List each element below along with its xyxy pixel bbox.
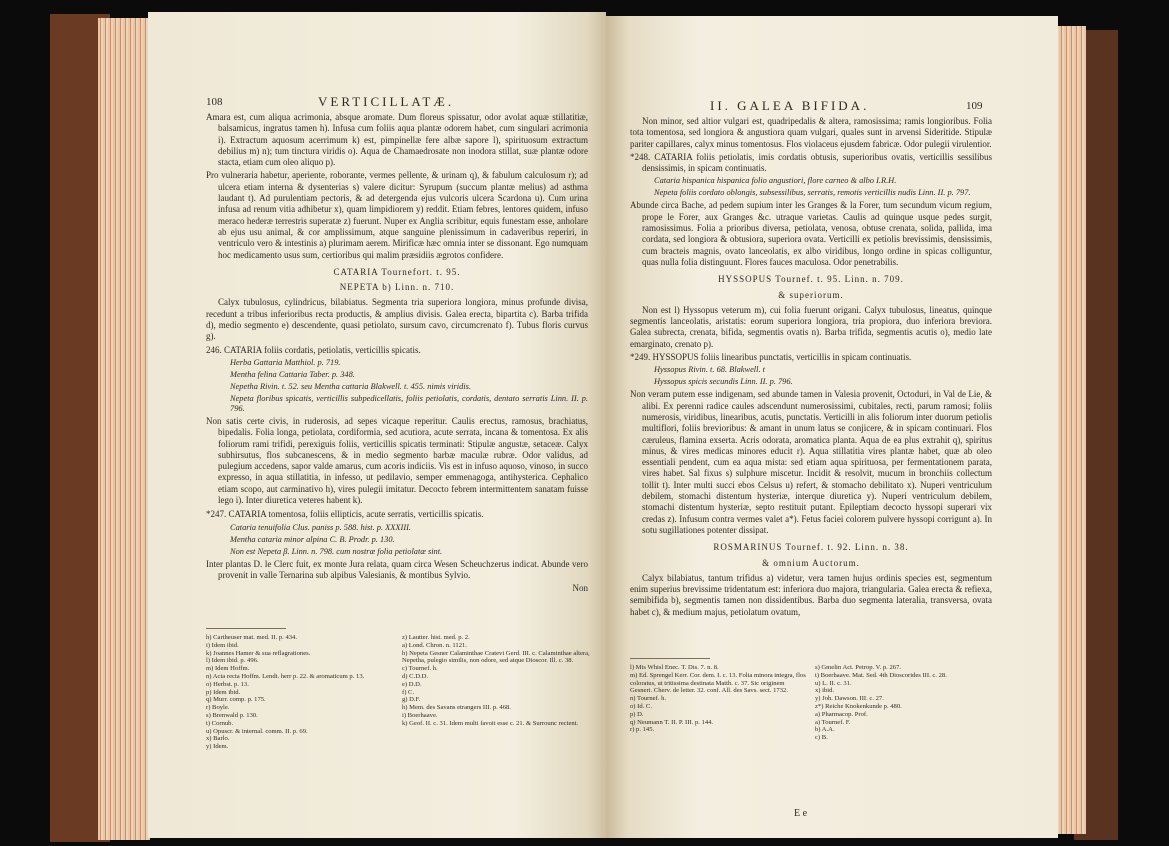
footnote-rule <box>630 658 710 659</box>
footnote: t) Boerhaave. Mat. Sed. 4th Dioscorides III. c. 28. <box>815 671 947 679</box>
paragraph-uses: Pro vulneraria habetur, aperiente, roborante, vermes pellente, & urinam q), & fabulum calculosum r); ad ulcera etiam interna & dysenterias s) valere dicitur: Syrupum (succum plantæ melius) ad asthma laudant t). Ad purulentiam pectoris, & ad detergenda ejus vulcoris ulcera Scardona u). Cum urina infusa ad renum vitia adhibetur x), quam limpidiorem y) reddit. Etiam febres, lentores quidem, infuso meraco hederæ terrestris superatæ z) fuerunt. Nuper ex Anglia scribitur, equis funestam esse, anholare ab ejus usu animal, & cor amplissimum, atque sanguine plenissimum in cadaveribus reperiri, in ventriculo vero & intestinis a) plurimam aerem. Mirificæ hæc omnia inter se dissonant. Ego numquam hoc medicamento usus sum, certioribus qui malim præsidiis ægrotos confidere. <box>206 170 588 260</box>
signature-mark: E e <box>794 808 808 819</box>
footnote: l) Mis Whisl Enec. T. Dis. 7. n. 8. <box>630 664 719 671</box>
species-entry <box>630 352 992 363</box>
footnote: b) A.A. <box>815 726 835 734</box>
footnote-column <box>630 664 807 742</box>
footnote: y) Idem. <box>206 743 229 751</box>
footnote: f) C. <box>402 688 415 696</box>
synonym-line: Non est Nepeta β. Linn. n. 798. cum nostræ folia petiolatæ sint. <box>230 546 443 556</box>
footnote: k) Geof. II. c. 31. Idem multi favoit esse c. 21. & Surrounc rectent. <box>402 719 579 727</box>
footnote: u) L. II. c. 31. <box>815 679 852 687</box>
footnote-column <box>815 664 992 742</box>
footnote: n) Tournef. h. <box>630 695 667 703</box>
genus-heading-cataria: CATARIA Tournefort. t. 95. <box>333 266 461 277</box>
paragraph-taste: Amara est, cum aliqua acrimonia, absque aromate. Dum floreus spissatur, odor avolat aquæ stillatitiæ, balsamicus, ingratus tamen h). Infusa cum foliis aqua plantæ odorem habet, cum singulari acrimonia i). Extractum aquosum acerrimum k) est, pimpinellæ fere albæ sapore l), spirituosum extractum debilius m) n); tum tinctura viridis o). Aqua de Chamaedrosate non inodora stillat, suæ plantæ odore stacta, etiam cum oleo aliquo p). <box>206 112 588 168</box>
footnote: s) Brenwald p. 130. <box>206 711 258 719</box>
synonym-line: Nepeta foliis cordato oblongis, subsessilibus, serratis, remotis verticillis nudis Linn. II. p. 797. <box>654 188 971 198</box>
footnote: c) B. <box>815 734 828 742</box>
synonym-line: Herba Gattaria Matthiol. p. 719. <box>230 357 341 367</box>
footnote: p) Idem ibid. <box>206 688 241 696</box>
footnote: u) Opuscr. & internal. comm. II. p. 69. <box>206 727 308 735</box>
footnote: z) Lautter. hist. med. p. 2. <box>402 634 470 641</box>
catchword: Non <box>572 583 588 594</box>
footnote: a) Pharmacop. Prof. <box>815 710 868 718</box>
synonym-line: Hyssopus Rivin. t. 68. Blakwell. t <box>654 365 765 375</box>
genus-subheading-rosmarinus: & omnium Auctorum. <box>762 557 860 568</box>
species-title: CATARIA tomentosa, foliis ellipticis, acute serratis, verticillis spicatis. <box>228 509 484 520</box>
footnote: y) Joh. Dawson. III. c. 27. <box>815 695 884 703</box>
footnote: e) D.D. <box>402 680 422 688</box>
species-title: HYSSOPUS foliis linearibus punctatis, verticillis in spicam continuatis. <box>652 352 912 363</box>
footnote: a) Lond. Chron. n. 1121. <box>402 641 467 649</box>
footnote: x) ibid. <box>815 687 835 695</box>
footnote: o) Id. C. <box>630 702 652 710</box>
genus-subheading-hyssopus: & superiorum. <box>778 289 844 300</box>
page-edges-right <box>1054 26 1086 834</box>
synonym-line: Cataria hispanica hispanica folio angustiori, flore carneo & albo I.R.H. <box>654 176 897 186</box>
footnote-column <box>206 634 394 751</box>
right-page-number: 109 <box>966 100 983 112</box>
species-description: Inter plantas D. le Clerc fuit, ex monte Jura relata, quam circa Wesen Scheuchzerus indicat. Abunde vero provenit in valle Ternarina sub alpibus Valesianis, & montibus Sylvio. <box>206 558 588 580</box>
left-body <box>206 112 588 595</box>
synonym-line: Nepetha Rivin. t. 52. seu Mentha cattaria Blakwell. t. 455. nimis viridis. <box>230 381 471 391</box>
footnote: l) Idem ibid. p. 496. <box>206 657 259 665</box>
species-number: *248. <box>630 151 651 162</box>
paragraph-calyx: Calyx tubulosus, cylindricus, bilabiatus. Segmenta tria superiora longiora, minus profunde divisa, recedunt a tribus inferioribus recta productis, & amplius divisis. Galea erecta, bipartita c). Barba trifida d), medio segmento e) descendente, quasi petiolato, sursum cavo, circumcrenato f). Tubus floris curvus g). <box>206 297 588 342</box>
footnote: x) Barlo. <box>206 735 230 743</box>
left-running-head: VERTICILLATÆ. <box>318 94 455 109</box>
footnote: n) Acta recta Hoffm. Lendt. herr p. 22. & aromaticum p. 13. <box>206 672 365 680</box>
footnote: b) Nepeta Gesner Calaminthae Cratevi Gerd. III. c. Calaminthae altera, Nepetha, pulegio similis, non odore, sed atque Dioscor. Ill. c. 38. <box>402 649 590 665</box>
footnote: i) Boerhaave. <box>402 711 438 719</box>
species-title: CATARIA foliis cordatis, petiolatis, verticillis spicatis. <box>224 344 421 355</box>
species-description: Non veram putem esse indigenam, sed abunde tamen in Valesia provenit, Octoduri, in Val de Lie, & alibi. Ex perenni radice caules adscendunt numerosissimi, cubitales, recti, parum ramosi; foliis numerosis, viridibus, linearibus, acutis, punctatis. Verticilli in alis foliorum inter duorum petiolis multiflori, foliis brevioribus: & amant in unum latus se conjicere, & in spicam continuari. Flos cæruleus, flamina exserta. Acris odorata, aromatica planta. Aqua de ea plus extrahit q), spiritus minus, & vires medicas minores educit r). Aqua stillatitia vires plantæ habet, quæ ab oleo essentiali pendent, cum ea aqua mista: sed etiam aqua spirituosa, per fermentationem parata, vires habet. Sal fixus s) sulphure miscetur. Incidit & resolvit, mucum in bronchiis collectum tollit t). Inter multi succi ebos Celsus u) refert, & stomacho debilitato x). Nuperi ventriculum debilem, stomachi distentum hysteriæ, interque diuretica y). Nuperi ventriculum debilem, stomachi distentum hysteriæ, septo restituit putant. Epileptiam decocto hyssopi superari vix credas z). Infusum contra vermes valet a*). Fetus faciei colorem pulvere hyssopi corrigunt a). In sotu sugillationes potenter dissipat. <box>630 389 992 535</box>
footnote: q) Neumann T. II. P. III. p. 144. <box>630 718 714 726</box>
footnote: z*) Reiche Knokenkunde p. 480. <box>815 702 902 710</box>
species-description: Non satis certe civis, in ruderosis, ad sepes vicaque reperitur. Caulis erectus, ramosus, brachiatus, bipedalis. Folia longa, petiolata, cordiformia, sed acutiora, acute serrata, incana & tomentosa. Ex alis foliorum rami trifidi, perexiguis foliis, verticillis spicatis terminati: Stipulæ angustæ, setaceæ. Calyx subhirsutus, flos subcanescens, & in medio segmento barbæ maculæ rubræ. Odor validus, ad pulegium accedens, sapor valde amarus, cum acoris indiciis. Vis est in infuso aquoso, vinoso, in succo expresso, in aqua stillatitia, in infesso, ut pedilavio, semper emmenagoga, antihysterica. Cephalico etiam scopo, aut carminativo h), vires pulegii imitatur. Decocto febrem intermittentem sanatam fuisse lego i). Inter diuretica veteres habent k). <box>206 415 588 506</box>
right-body <box>630 116 992 620</box>
footnote: d) C.D.D. <box>402 672 429 680</box>
left-page-number: 108 <box>206 96 223 108</box>
synonym-line: Mentha cataria minor alpina C. B. Prodr. p. 130. <box>230 534 395 544</box>
footnote: i) Idem ibid. <box>206 641 239 649</box>
footnote-column <box>402 634 590 751</box>
footnote: h) Cartheuser mat. med. II. p. 434. <box>206 634 298 641</box>
footnote: r) Boyle. <box>206 704 230 712</box>
footnote: a) Tournef. F. <box>815 718 851 726</box>
species-number: *247. <box>206 509 227 520</box>
page-edges-left <box>98 18 150 840</box>
footnote: t) Cornub. <box>206 719 234 727</box>
footnote: k) Joannes Hamer & sua reflagrationes. <box>206 649 311 657</box>
footnote: m) Ed. Sprengel Kerr. Cor. dem. I. c. 13. Folia minora integra, flos coloratus, ut tritissima destinata Matth. c. 37. Sic originem Gesneri. Cherv. de letter. 32. conf. All. des Savs. sect. 1732. <box>630 671 806 695</box>
synonym-line: Hyssopus spicis secundis Linn. II. p. 796. <box>654 377 793 387</box>
species-number: 246. <box>206 344 222 355</box>
paragraph-intro: Non minor, sed altior vulgari est, quadripedalis & altera, ramosissima; ramis longioribus. Folia tota tomentosa, sed longiora & angustiora quam vulgari, quales sunt in arvensi Sideritide. Stipulæ pariter capillares, calyx minus tomentosus. Flos violaceus ejusdem fabricæ. Odor pulegii virulentior. <box>630 116 992 149</box>
footnote: m) Idem Hoffm. <box>206 665 250 673</box>
right-footnotes <box>630 664 992 742</box>
right-running-head: II. GALEA BIFIDA. <box>710 98 870 113</box>
species-entry <box>630 152 992 175</box>
footnote: q) Murr. comp. p. 175. <box>206 696 266 704</box>
footnote: p) D. <box>630 710 644 718</box>
footnote-rule <box>206 628 286 629</box>
species-number: *249. <box>630 352 651 363</box>
left-page <box>148 12 606 838</box>
genus-heading-hyssopus: HYSSOPUS Tournef. t. 95. Linn. n. 709. <box>718 274 904 285</box>
species-entry <box>206 509 588 520</box>
paragraph-rosmarinus: Calyx bilabiatus, tantum trifidus a) videtur, vera tamen hujus ordinis species est, segmentum enim superius brevissime tridentatum est: inferiora duo majora, triangularia. Galea erecta & refiexa, semibifida b), segmentis tamen non dissidentibus. Barba duo segmenta lateralia, transversa, ovata habet c), & medium majus, petiolatum ovatum, <box>630 572 992 617</box>
genus-heading-nepeta: NEPETA b) Linn. n. 710. <box>339 282 455 293</box>
footnote: o) Herbst. p. 13. <box>206 680 249 688</box>
paragraph-hyssopus: Non est l) Hyssopus veterum m), cui folia fuerunt origani. Calyx tubulosus, lineatus, quinque segmentis lanceolatis, aristatis: eorum superiora longiora, tria propiora, duo inferiora breviora. Galea subrecta, crenata, bifida, segmentis ovatis n). Barba trifida, segmentis acutis o), medio late emarginato, crenato p). <box>630 304 992 349</box>
footnote: r) p. 145. <box>630 726 655 734</box>
synonym-line: Cataria tenuifolia Clus. paniss p. 588. hist. p. XXXIII. <box>230 522 411 532</box>
genus-heading-rosmarinus: ROSMARINUS Tournef. t. 92. Linn. n. 38. <box>713 542 909 553</box>
species-title: CATARIA foliis petiolatis, imis cordatis obtusis, superioribus ovatis, verticillis sessilibus densissimis, in spicam continuatis. <box>642 151 992 174</box>
species-entry <box>206 345 588 356</box>
synonym-line: Mentha felina Cattaria Taber. p. 348. <box>230 369 355 379</box>
species-description: Abunde circa Bache, ad pedem supium inter les Granges & la Forer, tum secundum vicum regium, prope le Forer, aux Granges &c. utraque varietas. Caulis ad quinque usque pedes surgit, ramosissimus. Folia a prioribus diversa, petiolata, venosa, obtuse crenata, solida, pallida, ima cordata, sed longiora & obtusiora, superiora ovata. Verticilli ex petiolis brevissimis, densissimis, cum bracteis magnis, ovato lanceolatis, ex albo viridibus, longo ordine in spicas colliguntur, quas nulla folia distinguunt. Flores fauces maculosa. Odor penetrabilis. <box>630 200 992 267</box>
left-footnotes <box>206 634 590 751</box>
synonym-line: Nepeta floribus spicatis, verticillis subpedicellatis, foliis petiolatis, cordatis, dentato serratis Linn. II. p. 796. <box>230 393 588 413</box>
right-page <box>606 16 1058 838</box>
footnote: h) Mem. des Savans etrangers III. p. 468. <box>402 704 511 712</box>
footnote: s) Gmelin Act. Petrop. V. p. 267. <box>815 664 902 671</box>
footnote: g) D.F. <box>402 696 421 704</box>
footnote: c) Tournef. h. <box>402 665 438 673</box>
